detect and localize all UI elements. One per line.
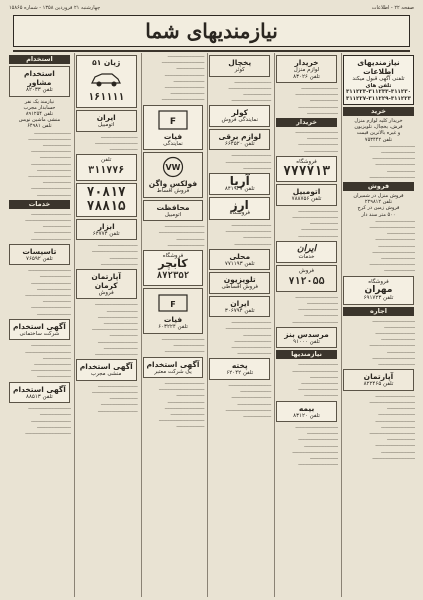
filler-text: ـــــــــــــــــــــــــ ـــــــــــــــــــــــــــــ ـــــــــــــــــــ ـــــــــــــــــــــــــــ ـــــــــــــــــــــ ـــــــــــــــــــــــــــ ـــــــــــــــــــــــ ـــــــــــــــــــــــــــــ — [161, 53, 205, 103]
filler-text: ـــــــــــــــــــــــــــ ـــــــــــــــــــــــــــــــ ـــــــــــــــــــ ـــــــــــــــــــــــــ — [92, 242, 138, 267]
ad-protection-head: محافظت — [156, 202, 190, 212]
ad-buyer-sub: لوازم منزل — [293, 67, 320, 73]
section-services: خدمات — [9, 200, 70, 209]
car-icon — [79, 67, 134, 91]
ad-hiring-3-head: آگهی استخدام — [12, 321, 66, 331]
ad-vw-head: فولکس واگن — [148, 179, 198, 189]
ad-tv — [209, 272, 270, 294]
ad-consultant-head: استخدام مشاور — [24, 69, 55, 87]
ad-arz-name: ارز — [230, 198, 249, 213]
ad-benz-head: مرسدس بنز — [284, 329, 329, 339]
ad-kabah — [143, 250, 204, 287]
folio-line — [5, 3, 418, 13]
ad-vw — [143, 152, 204, 198]
ad-car-phone: تلفن ۷۸۸۷۵۶ — [291, 196, 322, 203]
filler-text: ـــــــــــــــــــــــــــ ـــــــــــــــــــــــــــــــ ـــــــــــــــــــ ـــــــــــــــــــــــــ ـــــــــــــــــــــــــــ ـــــــــــــــــــــــ — [25, 342, 71, 380]
ad-iran-car-sub: اتومبیل — [98, 122, 115, 128]
ad-phones-1: ۷۰۸۱۷ — [86, 184, 126, 200]
employment-list — [8, 99, 71, 130]
ad-cooler-sub: نمایندگی فروش — [221, 117, 258, 124]
svg-text:VW: VW — [165, 163, 181, 173]
page-title: نیازمندیهای شما — [13, 15, 410, 47]
employment-line: حسابدار مجرب — [23, 104, 56, 111]
column-4 — [141, 53, 205, 597]
buy-line: خریدار کلیه لوازم منزل — [354, 118, 403, 124]
ad-fiat-sub: نمایندگی — [163, 140, 183, 147]
ad-tools-head: ابزار — [97, 221, 115, 231]
ad-store — [343, 276, 414, 305]
section-buyer: خریدار — [276, 118, 337, 127]
section-buy: خرید — [343, 107, 414, 116]
ad-logo-sub: خدمات — [298, 253, 315, 260]
filler-text: ـــــــــــــــــــــــــــ ـــــــــــــــــــــــــــــــ ـــــــــــــــــــ — [225, 152, 272, 171]
ad-fiat-head: فیات — [163, 131, 183, 141]
ad-hiring-2-sub: منشی مجرب — [90, 371, 122, 378]
filler-text: ـــــــــــــــــــــــــــــ ـــــــــــــــــــــ ـــــــــــــــــــــــــــ ـــــــــــــــــــــــ ـــــــــــــــــــــــــــــــ — [292, 293, 338, 325]
ad-electric — [209, 129, 270, 151]
ad-arz-sub: فروشگاه — [229, 210, 251, 217]
ad-hiring-sub: یک شرکت معتبر — [154, 368, 192, 375]
ad-store-phone: تلفن ۶۹۱۷۲۳ — [363, 295, 394, 302]
newspaper-page — [5, 3, 418, 597]
ad-iran-car-head: ایران — [96, 113, 116, 122]
filler-text: ـــــــــــــــــــــــــ ـــــــــــــــــــــــــــــ ـــــــــــــــــــ ـــــــــــــــــــــــــــ ـــــــــــــــــــــ — [295, 85, 338, 116]
ad-insurance — [276, 401, 337, 423]
filler-text: ـــــــــــــــــــــــــــ ـــــــــــــــــــــــــــــــ ـــــــــــــــــــ ـــــــــــــــــــــــــ ـــــــــــــــــــــــــــ ـــــــــــــــــــــــ ـــــــــــــــــــــــــــــــ ـــــــــــــــــــ ـــــــــــــــــــــــــــ ـــــــــــــــــــــــ ـــــــــــــــــــــــــــــ — [369, 392, 415, 461]
ad-hiring-3 — [9, 319, 70, 341]
filler-text: ـــــــــــــــــــــــــــــــ ـــــــــــــــــــــــ ـــــــــــــــــــــــــــــ ـــــــــــــــــــــــــــ ـــــــــــــــــــ ـــــــــــــــــــــــــــــــ — [369, 142, 415, 180]
ad-buyer-head: خریدار — [294, 58, 319, 67]
ad-tv-sub: فروش اقساطی — [221, 284, 258, 291]
sell-line: فروش زمین در کرج — [357, 205, 400, 212]
filler-text: ـــــــــــــــــــــــــــ ـــــــــــــــــــــــــــــــ ـــــــــــــــــــ ـــــــــــــــــــــــــ ـــــــــــــــــــــــــــ ـــــــــــــــــــــــ — [292, 361, 338, 399]
ad-kabah-name: کابچر — [158, 257, 188, 271]
filler-text: ـــــــــــــــــــــــــ ـــــــــــــــــــــــــــــ ـــــــــــــــــــ ـــــــــــــــــــــــــــ — [228, 78, 272, 104]
ad-cooler — [209, 105, 270, 127]
ad-main-phone-1: تلفن های ۳۱۱۲۳۰-۳۱۱۲۳۳-۳۱۱۲۲۳ — [345, 82, 411, 95]
ad-jian-phone: ۱۶۱۱۱۱ — [88, 92, 125, 103]
buy-list — [342, 118, 415, 143]
ad-buyer-phone: تلفن ۸۳۰۲۶ — [293, 73, 320, 80]
ad-vw-sub: فروش اقساط — [156, 188, 190, 195]
fiat-logo-icon — [146, 108, 201, 132]
ad-hiring — [143, 357, 204, 379]
filler-text: ـــــــــــــــــــــــــــ ـــــــــــــــــــــــــــــــ ـــــــــــــــــــ ـــــــــــــــــــــــــ — [158, 223, 205, 248]
ad-tel-head: تلفن — [101, 157, 112, 164]
ad-car-head: اتومبیل — [292, 187, 321, 197]
ad-main-phone-2: ۳۱۱۲۲۷-۳۱۱۲۲۹-۳۱۱۲۲۳ — [345, 95, 411, 102]
ad-kerman — [76, 269, 137, 300]
ad-cook — [209, 358, 270, 380]
sell-line: ۵۰۰ متر سند دار — [361, 211, 396, 218]
ad-sale-phone — [276, 265, 337, 292]
ad-hiring-4 — [9, 382, 70, 404]
ad-insurance-head: بیمه — [298, 403, 315, 413]
filler-text: ـــــــــــــــــــــــــــــ ـــــــــــــــــــــ ـــــــــــــــــــــــــــ ـــــــــــــــــــــــ — [295, 129, 338, 154]
ad-installations — [9, 244, 70, 266]
ad-logo — [276, 241, 337, 264]
ad-local-head: محلی — [229, 251, 251, 261]
ad-local-phone: تلفن ۷۷۱۱۹۳ — [224, 260, 255, 267]
filler-text: ـــــــــــــــــــــــــــ ـــــــــــــــــــــــــــــــ ـــــــــــــــــــ ـــــــــــــــــــــــــ ـــــــــــــــــــــــــــ — [25, 210, 71, 242]
column-2 — [274, 53, 338, 597]
filler-text: ـــــــــــــــــــــــــــ ـــــــــــــــــــــــــــــــ ـــــــــــــــــــ ـــــــــــــــــــــــــــ ـــــــــــــــــــــــــ ـــــــــــــــــــــــــــــ ـــــــــــــــــــــــ ـــــــــــــــــــــــــــــــ ـــــــــــــــــــــ — [369, 217, 415, 274]
ad-tel — [76, 154, 137, 181]
section-employment: استخدام — [9, 55, 70, 64]
filler-text: ـــــــــــــــــــــــــــــ ـــــــــــــــــــــ ـــــــــــــــــــــــــــ ـــــــــــــــــــــــ ـــــــــــــــــــــــــــــــ — [25, 405, 71, 436]
filler-text: ـــــــــــــــــــــــــــــ ـــــــــــــــــــــ ـــــــــــــــــــــــــــ ـــــــــــــــــــــــ ـــــــــــــــــــــــــــــــ ـــــــــــــــــــ ـــــــــــــــــــــــــــ — [292, 424, 338, 468]
ad-apartment-head: آپارتمان — [363, 372, 394, 382]
ad-kerman-head: آپارتمان کرمان — [91, 271, 121, 290]
filler-text: ـــــــــــــــــــــــــ ـــــــــــــــــــــــــــــ ـــــــــــــــــــ — [95, 133, 138, 152]
ad-hiring-4-phone: تلفن ۸۸۵۱۳ — [25, 393, 53, 400]
ad-kabah-head: فروشگاه — [162, 252, 184, 259]
ad-ariya-name: آریا — [229, 173, 250, 188]
filler-text: ـــــــــــــــــــــــــــــ ـــــــــــــــــــــ ـــــــــــــــــــــــــــ ـــــــــــــــــــــــ ـــــــــــــــــــــــــــــــ ـــــــــــــــــــ — [225, 381, 272, 419]
ad-tools — [76, 219, 137, 241]
section-needs: نیازمندیها — [276, 350, 337, 359]
sell-list — [342, 193, 415, 218]
filler-text: ـــــــــــــــــــــــــــــ ـــــــــــــــــــــ ـــــــــــــــــــــــــــ ـــــــــــــــــــــــ ـــــــــــــــــــــــــــــــ ـــــــــــــــــــ ـــــــــــــــــــــــــــــ ـــــــــــــــــــــــــ — [369, 317, 415, 368]
sell-line: تلفن ۲۲۹۸۱۲ — [364, 199, 393, 206]
ad-fridge-head: یخچال — [228, 58, 252, 67]
ad-installations-head: تاسیسات — [22, 246, 57, 256]
ad-consultant — [9, 66, 70, 97]
column-3 — [207, 53, 271, 597]
ad-fiat-2-head: فیات — [163, 315, 183, 325]
sell-line: فروش منزل در شمیران — [353, 193, 404, 200]
filler-text: ـــــــــــــــــــــــــــ ـــــــــــــــــــــــــــــــ ـــــــــــــــــــ ـــــــــــــــــــــــــ ـــــــــــــــــــــــــــ ـــــــــــــــــــــــ ـــــــــــــــــــــــــــــــ ـــــــــــــــــــ — [158, 380, 205, 430]
ad-iran-phone: تلفن ۳۰۶۷۹۴ — [224, 307, 255, 314]
ad-electric-phone: تلفن ۶۶۴۵۲۰ — [224, 140, 255, 147]
ad-big-phone-sub: فروشگاه — [296, 158, 317, 165]
ad-benz-phone: تلفن ۹۱۰۰۰ — [293, 338, 320, 345]
ad-sale-number: ۷۱۲۰۵۵ — [288, 275, 325, 287]
ad-electric-head: لوازم برقی — [218, 131, 262, 141]
folio-right: صفحه ۲۲ - اطلاعات — [371, 5, 414, 11]
ad-main-sub: تلفنی آگهی قبول میکند — [352, 76, 405, 82]
filler-text: ـــــــــــــــــــــــــــ ـــــــــــــــــــــــــــــــ ـــــــــــــــــــ ـــــــــــــــــــــــــ ـــــــــــــــــــــــــــ — [92, 382, 138, 414]
ad-hiring-2 — [76, 359, 137, 381]
filler-text: ـــــــــــــــــــــــــ ـــــــــــــــــــــــــــــ ـــــــــــــــــــ ـــــــــــــــــــــــــــ ـــــــــــــــــــــ ـــــــــــــــــــــــــــ ـــــــــــــــــــــــ ـــــــــــــــــــــــــــــ ـــــــــــــــــــ ـــــــــــــــــــــــــــ ـــــــــــــــــــــــ — [28, 129, 71, 198]
svg-text:F: F — [169, 116, 177, 127]
ad-iran-head: ایران — [230, 298, 250, 308]
ad-consultant-phone: تلفن ۸۲۰۳۳ — [25, 87, 53, 93]
ad-iran-car — [76, 110, 137, 132]
ad-iran — [209, 296, 270, 318]
filler-text: ـــــــــــــــــــــــــــــ ـــــــــــــــــــــ ـــــــــــــــــــــــــــ ـــــــــــــــــــــــ ـــــــــــــــــــــــــــــــ ـــــــــــــــــــ ـــــــــــــــــــــــــــ ـــــــــــــــــــــــ ـــــــــــــــــــــــــــــ — [92, 301, 138, 358]
ad-hiring-3-sub: شرکت ساختمانی — [19, 330, 60, 337]
ad-big-phone-number: ۷۷۷۷۱۳ — [283, 164, 331, 180]
ad-fridge-sub: کوثر — [234, 67, 245, 73]
ad-fiat — [143, 105, 204, 151]
ad-local — [209, 249, 270, 271]
section-sell: فروش — [343, 182, 414, 191]
buy-line: تلفن ۷۵۳۴۴۲ — [364, 136, 393, 143]
ad-hiring-head: آگهی استخدام — [146, 359, 200, 369]
vw-logo-icon — [146, 155, 201, 179]
ad-store-head: فروشگاه — [368, 278, 389, 285]
ad-main-head: نیازمندیهای اطلاعات — [357, 58, 400, 76]
ad-big-phone — [276, 156, 337, 183]
ad-fiat-2 — [143, 288, 204, 334]
ad-phones-2: ۷۸۸۱۵ — [86, 198, 126, 214]
fiat-logo-icon — [146, 291, 201, 315]
ad-hiring-4-head: آگهی استخدام — [12, 384, 66, 394]
ad-cook-phone: تلفن ۶۲۰۴۲ — [226, 370, 254, 377]
ad-main — [343, 55, 414, 105]
buy-line: فرش، یخچال، تلویزیون — [354, 124, 403, 131]
ad-apartment-phone: تلفن ۸۲۲۴۶۵ — [363, 381, 394, 388]
column-6 — [8, 53, 71, 597]
ad-benz — [276, 327, 337, 349]
ad-apartment — [343, 369, 414, 391]
ad-protection-sub: اتومبیل — [164, 211, 182, 218]
column-1 — [341, 53, 415, 597]
filler-text: ـــــــــــــــــــــــــــــ ـــــــــــــــــــــ ـــــــــــــــــــــــــــ ـــــــــــــــــــــــ ـــــــــــــــــــــــــــــــ ـــــــــــــــــــ ـــــــــــــــــــــــــــ ـــــــــــــــــــــــ — [25, 267, 71, 317]
ad-tel-number: ۳۱۱۷۷۶ — [88, 164, 125, 176]
columns — [5, 53, 418, 597]
ad-insurance-phone: تلفن ۸۳۱۲۰ — [293, 412, 320, 419]
filler-text: ـــــــــــــــــــــــــــــ ـــــــــــــــــــــ ـــــــــــــــــــــــــــ — [161, 335, 205, 355]
section-rent: اجاره — [343, 307, 414, 316]
employment-line: تلفن ۶۴۹۸۱ — [27, 123, 52, 130]
buy-line: و غیره بالاترین قیمت — [356, 130, 401, 137]
column-5 — [74, 53, 138, 597]
ad-tools-phone: تلفن ۶۴۷۷۴ — [92, 230, 120, 237]
ad-phones — [76, 183, 137, 217]
ad-arz — [209, 197, 270, 220]
employment-line: تلفن ۸۹۱۲۵۴ — [25, 110, 53, 117]
filler-text: ـــــــــــــــــــــــــــ ـــــــــــــــــــــــــــــــ ـــــــــــــــــــ ـــــــــــــــــــــــــ ـــــــــــــــــــــــــــ ـــــــــــــــــــــــ — [225, 319, 272, 357]
folio-left: چهارشنبه ۲۱ فروردین ۱۳۵۸ - شماره ۱۵۸۶۵ — [9, 5, 101, 11]
ad-car — [276, 184, 337, 206]
ad-protection — [143, 200, 204, 222]
ad-ariya — [209, 173, 270, 196]
ad-kabah-phone: ۸۷۲۳۵۲ — [156, 271, 190, 282]
svg-text:F: F — [170, 300, 176, 310]
ad-logo-name: ایران — [297, 243, 317, 254]
ad-fridge — [209, 55, 270, 77]
ad-cooler-head: کولر — [231, 108, 249, 118]
employment-line: منشی ماشین نویس — [18, 117, 61, 124]
ad-kerman-sub: فروش — [98, 289, 114, 296]
ad-jian-head: ژیان ۵۱ — [92, 58, 121, 67]
ad-tv-head: تلویزیون — [223, 275, 256, 285]
ad-hiring-2-head: آگهی استخدام — [79, 362, 133, 372]
ad-cook-head: پخته — [231, 361, 248, 371]
ad-buyer — [276, 55, 337, 83]
filler-text: ـــــــــــــــــــــــــــ ـــــــــــــــــــــــــــــــ ـــــــــــــــــــ ـــــــــــــــــــــــــ ـــــــــــــــــــــــــــ — [292, 207, 338, 239]
filler-text: ـــــــــــــــــــــــــــ ـــــــــــــــــــــــــــــــ ـــــــــــــــــــ ـــــــــــــــــــــــــ — [225, 221, 272, 247]
employment-line: نیازمند یک نفر — [24, 98, 55, 105]
ad-ariya-phone: تلفن ۸۴۱۹۳۷ — [224, 185, 255, 192]
title-rule — [13, 50, 410, 52]
ad-jian — [76, 55, 137, 108]
ad-fiat-2-phone: تلفن ۶۰۳۲۲۴ — [158, 324, 188, 331]
ad-store-name: مهران — [364, 285, 393, 296]
ad-installations-phone: تلفن ۷۶۵۹۲ — [25, 255, 53, 262]
ad-sale-head: فروش — [299, 268, 315, 275]
